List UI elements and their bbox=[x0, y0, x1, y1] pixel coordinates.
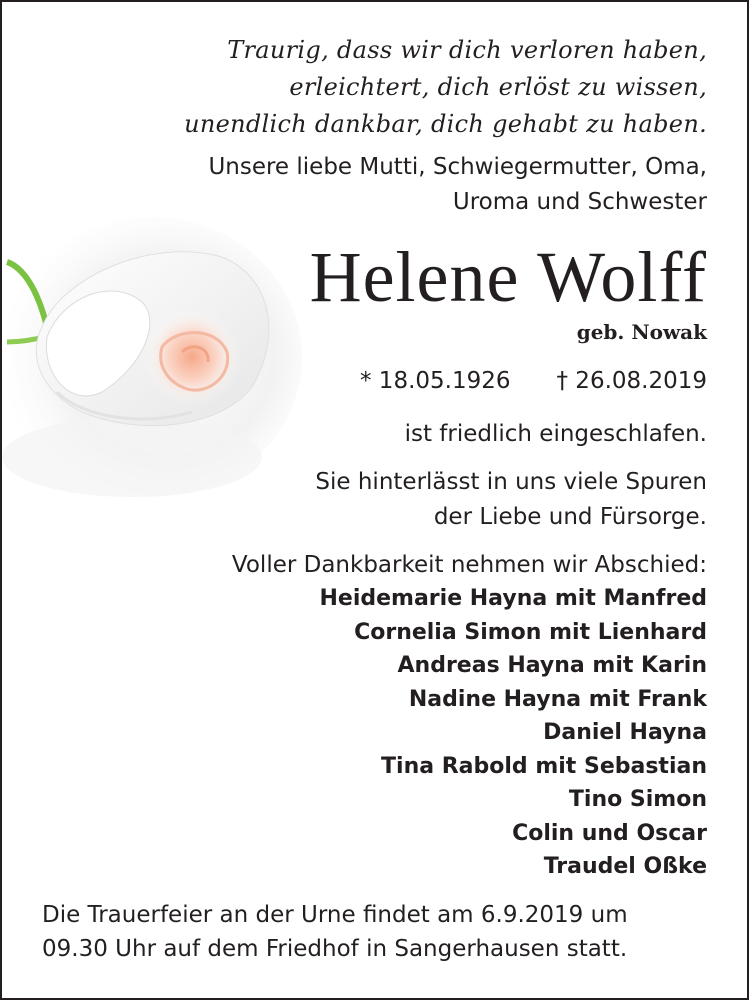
ceremony-info bbox=[42, 898, 628, 966]
intro-line: Unsere liebe Mutti, Schwiegermutter, Oma, bbox=[208, 154, 707, 180]
poem-line: Traurig, dass wir dich verloren haben, bbox=[227, 36, 707, 64]
mourner: Traudel Oßke bbox=[543, 854, 707, 879]
ceremony-line: Die Trauerfeier an der Urne findet am 6.9.2019 um bbox=[42, 902, 628, 928]
poem bbox=[184, 32, 707, 143]
farewell-text: Voller Dankbarkeit nehmen wir Abschied: bbox=[231, 552, 707, 578]
white-rose-image bbox=[2, 217, 302, 517]
death-date: † 26.08.2019 bbox=[556, 368, 707, 394]
mourner: Tino Simon bbox=[568, 787, 707, 812]
mourner: Nadine Hayna mit Frank bbox=[408, 686, 707, 712]
traces-line: der Liebe und Fürsorge. bbox=[433, 504, 707, 530]
poem-line: erleichtert, dich erlöst zu wissen, bbox=[289, 73, 707, 101]
poem-line: unendlich dankbar, dich gehabt zu haben. bbox=[184, 110, 707, 138]
mourner: Heidemarie Hayna mit Manfred bbox=[319, 586, 707, 611]
ceremony-line: 09.30 Uhr auf dem Friedhof in Sangerhausen statt. bbox=[42, 936, 628, 962]
traces-text bbox=[315, 465, 707, 535]
mourner: Colin und Oscar bbox=[512, 820, 707, 846]
mourner: Cornelia Simon mit Lienhard bbox=[354, 619, 707, 645]
life-dates bbox=[360, 364, 707, 398]
birth-date: * 18.05.1926 bbox=[360, 368, 511, 394]
mourner: Tina Rabold mit Sebastian bbox=[381, 753, 707, 779]
intro-line: Uroma und Schwester bbox=[452, 189, 707, 215]
rose-icon bbox=[2, 217, 302, 517]
intro-text bbox=[208, 150, 707, 220]
mourner: Andreas Hayna mit Karin bbox=[397, 653, 707, 678]
mourner: Daniel Hayna bbox=[543, 720, 707, 745]
mourners-list bbox=[319, 582, 707, 884]
passed-text: ist friedlich eingeschlafen. bbox=[404, 421, 707, 447]
deceased-name: Helene Wolff bbox=[309, 237, 707, 317]
maiden-name: geb. Nowak bbox=[576, 320, 707, 344]
traces-line: Sie hinterlässt in uns viele Spuren bbox=[315, 469, 707, 495]
